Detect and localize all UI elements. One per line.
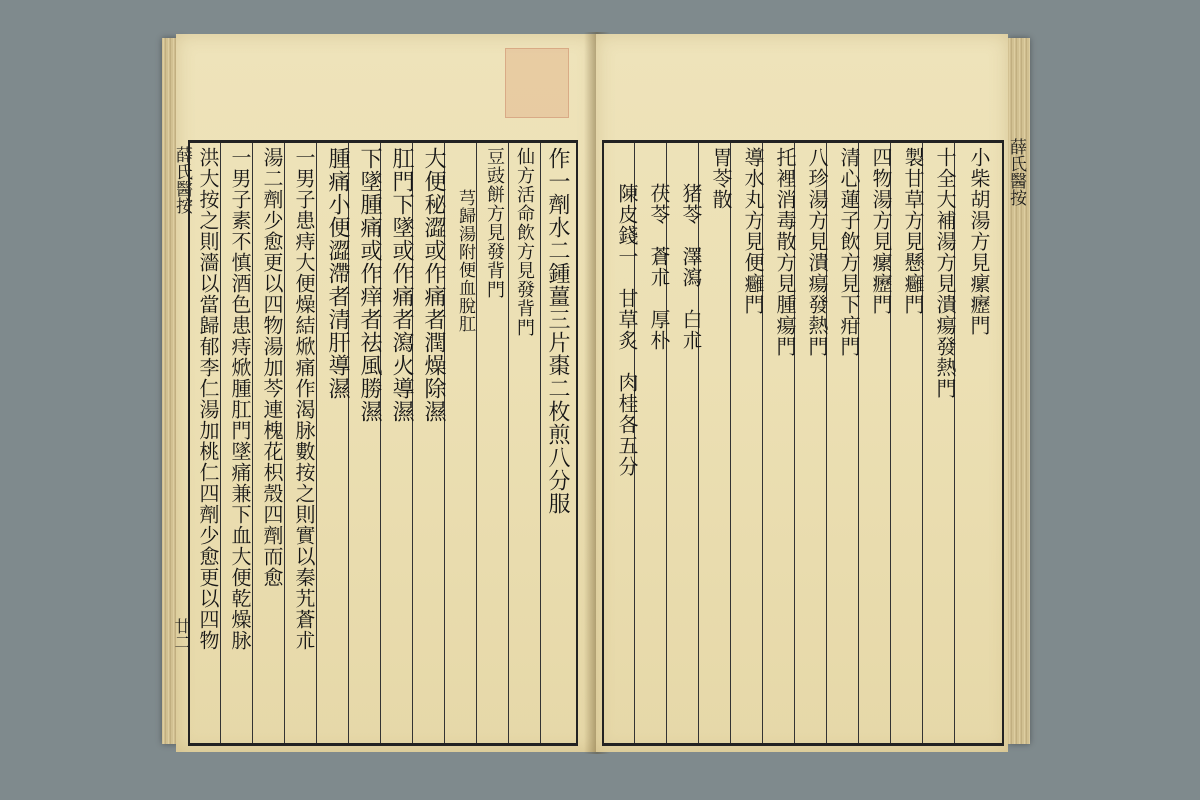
left-text-frame: [188, 140, 578, 746]
text-column: 一男子患痔大便燥結焮痛作渴脉數按之則實以秦艽蒼朮: [292, 147, 316, 651]
text-column: 作一劑水二鍾薑三片棗二枚煎八分服: [545, 147, 570, 515]
library-seal: [505, 48, 569, 118]
text-column: 腫痛小便澀滯者清肝導濕: [325, 147, 350, 400]
text-column: 製甘草方見懸癰門: [901, 147, 925, 315]
text-column: 湯二劑少愈更以四物湯加芩連槐花枳殼四劑而愈: [260, 147, 284, 588]
text-column: 八珍湯方見潰瘍發熱門: [805, 147, 829, 357]
open-book: [160, 28, 1030, 760]
text-column: 四物湯方見瘰癧門: [869, 147, 893, 315]
text-column: 清心蓮子飲方見下疳門: [837, 147, 861, 357]
text-column: 茯苓 蒼朮 厚朴: [647, 183, 671, 351]
text-column: 陳皮錢一 甘草炙 肉桂各五分: [615, 183, 639, 477]
text-column: 仙方活命飲方見發背門: [514, 147, 535, 337]
text-column: 洪大按之則濇以當歸郁李仁湯加桃仁四劑少愈更以四物: [196, 147, 220, 651]
text-column: 下墜腫痛或作痒者祛風勝濕: [357, 147, 382, 423]
text-column: 芎歸湯附便血脫肛: [455, 189, 475, 333]
right-margin-title: 薛氏醫按: [1006, 138, 1026, 206]
text-column: 豆豉餅方見發背門: [484, 147, 505, 299]
text-column: 十全大補湯方見潰瘍發熱門: [933, 147, 957, 399]
left-margin-title: 薛氏醫按: [172, 146, 192, 214]
text-column: 胃苓散: [709, 147, 733, 210]
text-column: 肛門下墜或作痛者瀉火導濕: [389, 147, 414, 423]
text-column: 導水丸方見便癰門: [741, 147, 765, 315]
right-text-frame: [602, 140, 1004, 746]
left-page-number: 廿二: [172, 618, 191, 650]
text-column: 小柴胡湯方見瘰癧門: [967, 147, 991, 336]
text-column: 猪苓 澤瀉 白朮: [679, 183, 703, 351]
text-column: 托裡消毒散方見腫瘍門: [773, 147, 797, 357]
text-column: 大便秘澀或作痛者潤燥除濕: [421, 147, 446, 423]
text-column: 一男子素不慎酒色患痔焮腫肛門墜痛兼下血大便乾燥脉: [228, 147, 252, 651]
